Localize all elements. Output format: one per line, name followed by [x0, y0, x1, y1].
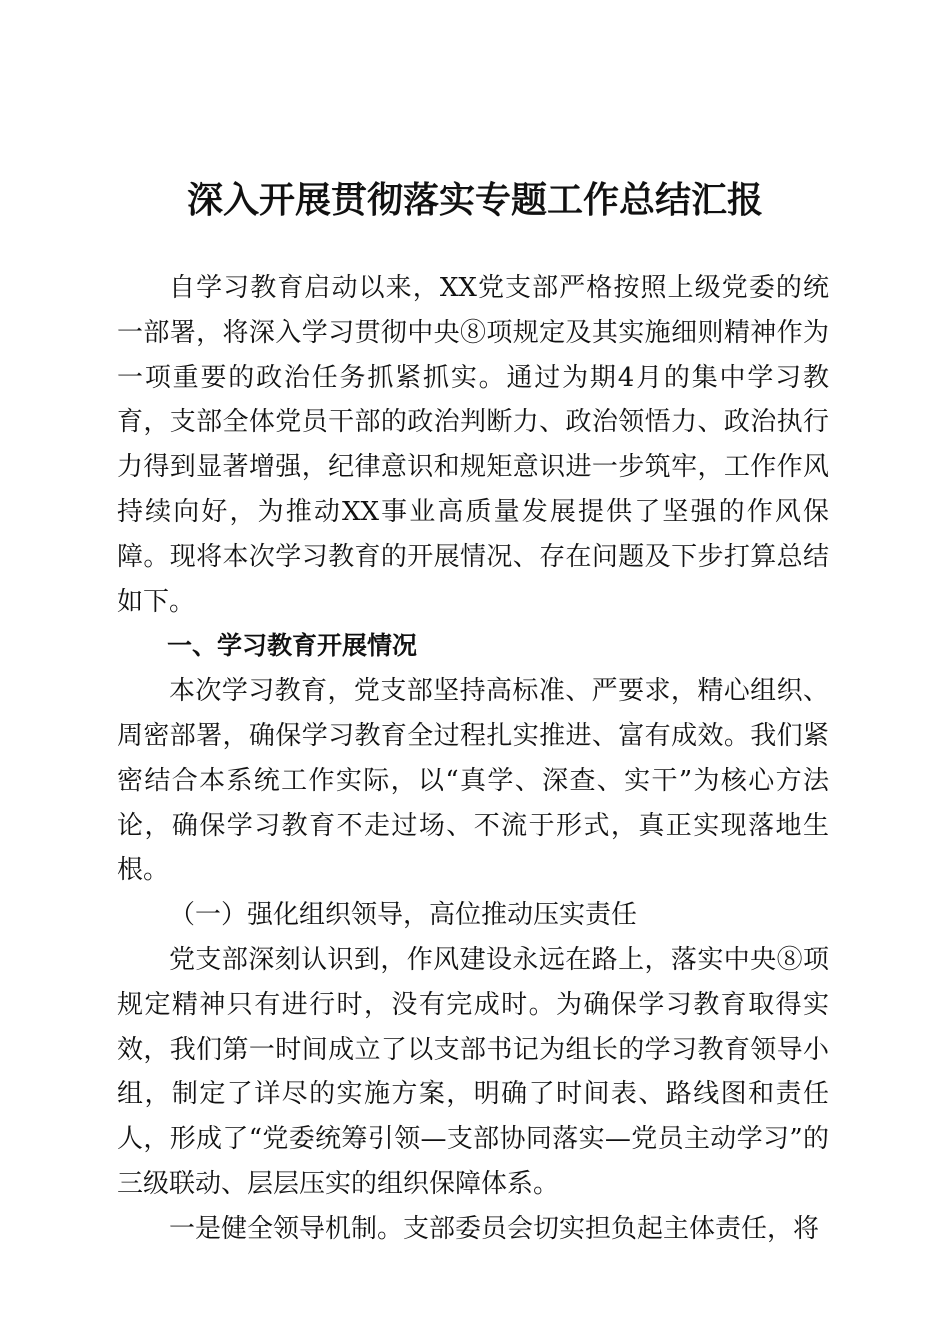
subsection-heading-1: （一）强化组织领导，高位推动压实责任: [169, 900, 638, 931]
intro-paragraph: 自学习教育启动以来，XX党支部严格按照上级党委的统一部署，将深入学习贯彻中央⑧项规定及其实施细则精神作为一项重要的政治任务抓紧抓实。通过为期4月的集中学习教育，支部全体党员干部的政治判断力、政治领悟力、政治执行力得到显著增强，纪律意识和规矩意识进一步筑牢，工作作风持续向好，为推动XX事业高质量发展提供了坚强的作风保障。现将本次学习教育的开展情况、存在问题及下步打算总结如下。: [117, 273, 829, 617]
subsection-1-paragraph: 党支部深刻认识到，作风建设永远在路上，落实中央⑧项规定精神只有进行时，没有完成时。为确保学习教育取得实效，我们第一时间成立了以支部书记为组长的学习教育领导小组，制定了详尽的实施方案，明确了时间表、路线图和责任人，形成了“党委统筹引领—支部协同落实—党员主动学习”的三级联动、层层压实的组织保障体系。: [117, 944, 829, 1199]
document-body: [117, 266, 829, 1252]
subsection-1-paragraph-2: 一是健全领导机制。支部委员会切实担负起主体责任，将: [169, 1213, 820, 1244]
section-1-paragraph: 本次学习教育，党支部坚持高标准、严要求，精心组织、周密部署，确保学习教育全过程扎实推进、富有成效。我们紧密结合本系统工作实际，以“真学、深查、实干”为核心方法论，确保学习教育不走过场、不流于形式，真正实现落地生根。: [117, 676, 829, 886]
document-title: 深入开展贯彻落实专题工作总结汇报: [186, 179, 763, 221]
section-heading-1: 一、学习教育开展情况: [167, 631, 418, 661]
